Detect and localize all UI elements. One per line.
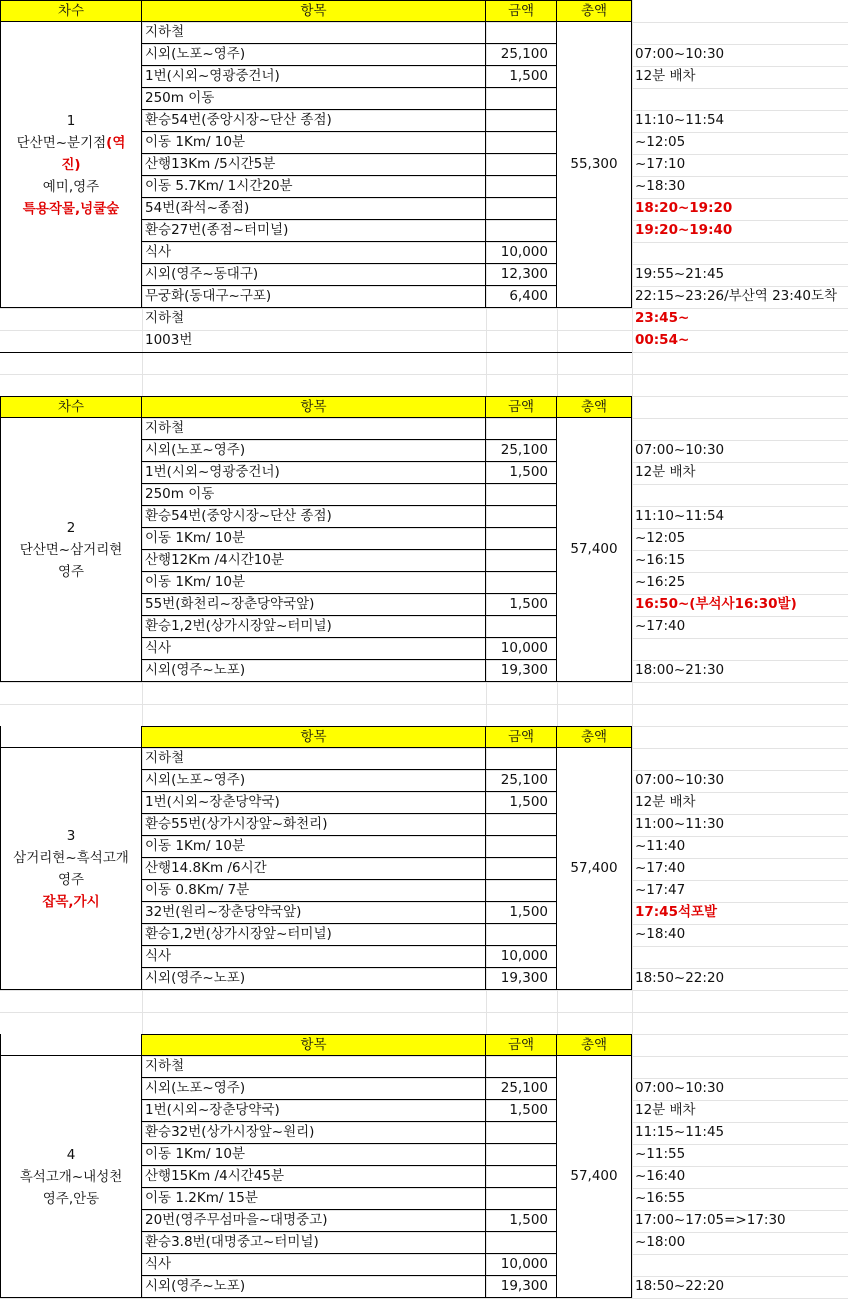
time-cell[interactable]: 12분 배차 bbox=[635, 794, 696, 810]
item-cell[interactable]: 지하철 bbox=[142, 22, 486, 44]
time-cell[interactable]: 12분 배차 bbox=[635, 464, 696, 480]
time-cell[interactable] bbox=[632, 638, 848, 660]
time-cell[interactable]: 12분 배차 bbox=[635, 1102, 696, 1118]
header-total[interactable]: 총액 bbox=[557, 1034, 632, 1056]
time-cell[interactable] bbox=[632, 1056, 848, 1078]
item-cell[interactable]: 54번(좌석~종점) bbox=[142, 198, 486, 220]
block-title-line: 잡목,가시 bbox=[42, 893, 100, 910]
header-total[interactable]: 총액 bbox=[557, 726, 632, 748]
block-title-line: 2 bbox=[66, 519, 76, 536]
amount-cell[interactable] bbox=[486, 924, 557, 946]
amount-cell[interactable] bbox=[486, 506, 557, 528]
amount-cell[interactable] bbox=[486, 1166, 557, 1188]
item-cell[interactable]: 시외(영주~동대구) bbox=[142, 264, 486, 286]
item-cell[interactable]: 지하철 bbox=[142, 1056, 486, 1078]
item-cell[interactable]: 1번(시외~영광중건너) bbox=[142, 66, 486, 88]
time-cell[interactable]: 22:15~23:26/부산역 23:40도착 bbox=[635, 288, 838, 304]
amount-cell[interactable] bbox=[486, 528, 557, 550]
amount-cell[interactable] bbox=[486, 88, 557, 110]
time-cell[interactable]: 18:20~19:20 bbox=[635, 200, 733, 216]
header-amount[interactable]: 금액 bbox=[486, 726, 557, 748]
item-cell[interactable]: 1번(시외~장춘당약국) bbox=[142, 792, 486, 814]
amount-cell[interactable]: 1,500 bbox=[486, 792, 557, 814]
item-cell[interactable]: 32번(원리~장춘당약국앞) bbox=[142, 902, 486, 924]
header-chasu[interactable]: 차수 bbox=[0, 0, 142, 22]
time-cell[interactable]: ~11:40 bbox=[635, 838, 686, 854]
item-cell[interactable]: 환승55번(상가시장앞~화천리) bbox=[142, 814, 486, 836]
header-item[interactable]: 항목 bbox=[142, 0, 486, 22]
time-cell[interactable]: 17:00~17:05=>17:30 bbox=[635, 1212, 786, 1228]
block-title-line: 4 bbox=[66, 1146, 76, 1163]
header-amount[interactable]: 금액 bbox=[486, 0, 557, 22]
time-cell[interactable] bbox=[632, 1254, 848, 1276]
item-cell[interactable]: 이동 1Km/ 10분 bbox=[142, 528, 486, 550]
header-total[interactable]: 총액 bbox=[557, 0, 632, 22]
block-title-line: 삼거리현~흑석고개 bbox=[13, 849, 129, 866]
item-cell[interactable]: 산행15Km /4시간45분 bbox=[142, 1166, 486, 1188]
time-cell[interactable]: ~16:15 bbox=[635, 552, 686, 568]
time-cell[interactable]: 18:50~22:20 bbox=[635, 970, 725, 986]
item-cell[interactable]: 250m 이동 bbox=[142, 88, 486, 110]
grid-row-line bbox=[0, 704, 848, 705]
time-cell[interactable]: 11:00~11:30 bbox=[635, 816, 725, 832]
block-title-line: 예미,영주 bbox=[42, 178, 100, 195]
header-chasu[interactable] bbox=[0, 1034, 142, 1056]
header-chasu[interactable] bbox=[0, 726, 142, 748]
time-cell[interactable]: ~11:55 bbox=[635, 1146, 686, 1162]
header-item[interactable]: 항목 bbox=[142, 1034, 486, 1056]
time-cell[interactable] bbox=[632, 484, 848, 506]
time-cell[interactable]: 17:45석포발 bbox=[635, 904, 718, 920]
time-cell[interactable]: ~18:30 bbox=[635, 178, 686, 194]
total-amount[interactable]: 57,400 bbox=[557, 418, 632, 682]
item-cell[interactable]: 250m 이동 bbox=[142, 484, 486, 506]
time-cell[interactable]: ~18:00 bbox=[635, 1234, 686, 1250]
time-cell[interactable]: 18:00~21:30 bbox=[635, 662, 725, 678]
item-cell[interactable]: 1번(시외~영광중건너) bbox=[142, 462, 486, 484]
amount-cell[interactable] bbox=[486, 132, 557, 154]
item-cell[interactable]: 이동 1.2Km/ 15분 bbox=[142, 1188, 486, 1210]
item-cell[interactable]: 시외(노포~영주) bbox=[142, 770, 486, 792]
amount-cell[interactable]: 1,500 bbox=[486, 66, 557, 88]
divider bbox=[0, 352, 632, 353]
block-title-line: 영주 bbox=[57, 871, 85, 888]
amount-cell[interactable]: 10,000 bbox=[486, 638, 557, 660]
time-cell[interactable]: 19:20~19:40 bbox=[635, 222, 733, 238]
header-total[interactable]: 총액 bbox=[557, 396, 632, 418]
item-cell[interactable]: 시외(영주~노포) bbox=[142, 1276, 486, 1298]
grid-row-line bbox=[0, 374, 848, 375]
grid-row-line bbox=[0, 682, 848, 683]
header-amount[interactable]: 금액 bbox=[486, 396, 557, 418]
item-cell[interactable]: 환승54번(중앙시장~단산 종점) bbox=[142, 506, 486, 528]
item-cell[interactable]: 환승3.8번(대명중고~터미널) bbox=[142, 1232, 486, 1254]
header-item[interactable]: 항목 bbox=[142, 726, 486, 748]
amount-cell[interactable]: 10,000 bbox=[486, 242, 557, 264]
time-cell[interactable]: ~16:55 bbox=[635, 1190, 686, 1206]
time-cell[interactable]: 16:50~(부석사16:30발) bbox=[635, 596, 797, 612]
time-cell[interactable] bbox=[632, 748, 848, 770]
amount-cell[interactable]: 1,500 bbox=[486, 462, 557, 484]
item-cell[interactable]: 식사 bbox=[142, 242, 486, 264]
header-amount[interactable]: 금액 bbox=[486, 1034, 557, 1056]
amount-cell[interactable]: 10,000 bbox=[486, 1254, 557, 1276]
amount-cell[interactable]: 12,300 bbox=[486, 264, 557, 286]
time-cell[interactable]: ~12:05 bbox=[635, 530, 686, 546]
time-cell[interactable]: ~17:40 bbox=[635, 618, 686, 634]
item-cell[interactable]: 시외(영주~노포) bbox=[142, 660, 486, 682]
time-cell[interactable] bbox=[632, 22, 848, 44]
amount-cell[interactable]: 19,300 bbox=[486, 660, 557, 682]
block-title-line: 영주 bbox=[57, 563, 85, 580]
block-title-line: 단산면~삼거리현 bbox=[19, 541, 123, 558]
total-amount[interactable]: 57,400 bbox=[557, 1056, 632, 1298]
time-cell[interactable]: 19:55~21:45 bbox=[635, 266, 725, 282]
time-cell[interactable]: 23:45~ bbox=[635, 310, 690, 326]
time-cell[interactable]: 11:10~11:54 bbox=[635, 508, 725, 524]
item-cell[interactable]: 산행14.8Km /6시간 bbox=[142, 858, 486, 880]
amount-cell[interactable] bbox=[486, 198, 557, 220]
item-cell[interactable]: 식사 bbox=[142, 638, 486, 660]
block-title-highlight: (역진) bbox=[61, 134, 126, 173]
item-cell[interactable]: 지하철 bbox=[145, 310, 185, 326]
amount-cell[interactable]: 25,100 bbox=[486, 440, 557, 462]
amount-cell[interactable] bbox=[486, 1056, 557, 1078]
amount-cell[interactable]: 10,000 bbox=[486, 946, 557, 968]
item-cell[interactable]: 이동 1Km/ 10분 bbox=[142, 836, 486, 858]
item-cell[interactable]: 이동 1Km/ 10분 bbox=[142, 572, 486, 594]
amount-cell[interactable] bbox=[486, 1188, 557, 1210]
item-cell[interactable]: 지하철 bbox=[142, 748, 486, 770]
block-title-line: 영주,안동 bbox=[42, 1190, 100, 1207]
amount-cell[interactable] bbox=[486, 220, 557, 242]
block-title-line bbox=[9, 132, 134, 176]
amount-cell[interactable] bbox=[486, 176, 557, 198]
time-cell[interactable]: 12분 배차 bbox=[635, 68, 696, 84]
item-cell[interactable]: 시외(노포~영주) bbox=[142, 440, 486, 462]
item-cell[interactable]: 환승1,2번(상가시장앞~터미널) bbox=[142, 924, 486, 946]
item-cell[interactable]: 이동 1Km/ 10분 bbox=[142, 132, 486, 154]
amount-cell[interactable] bbox=[486, 1144, 557, 1166]
amount-cell[interactable]: 1,500 bbox=[486, 594, 557, 616]
amount-cell[interactable]: 19,300 bbox=[486, 1276, 557, 1298]
amount-cell[interactable] bbox=[486, 484, 557, 506]
amount-cell[interactable] bbox=[486, 1232, 557, 1254]
amount-cell[interactable]: 1,500 bbox=[486, 902, 557, 924]
total-amount[interactable]: 55,300 bbox=[557, 22, 632, 308]
item-cell[interactable]: 식사 bbox=[142, 946, 486, 968]
grid-row-line bbox=[0, 1012, 848, 1013]
amount-cell[interactable]: 19,300 bbox=[486, 968, 557, 990]
block-title-line: 3 bbox=[66, 827, 76, 844]
block-title-line: 흑석고개~내성천 bbox=[19, 1168, 123, 1185]
amount-cell[interactable] bbox=[486, 550, 557, 572]
item-cell[interactable]: 시외(노포~영주) bbox=[142, 44, 486, 66]
amount-cell[interactable] bbox=[486, 110, 557, 132]
block-title-cell[interactable] bbox=[0, 1056, 142, 1298]
block-title-cell[interactable] bbox=[0, 418, 142, 682]
item-cell[interactable]: 환승1,2번(상가시장앞~터미널) bbox=[142, 616, 486, 638]
item-cell[interactable]: 시외(노포~영주) bbox=[142, 1078, 486, 1100]
header-chasu[interactable]: 차수 bbox=[0, 396, 142, 418]
item-cell[interactable]: 이동 0.8Km/ 7분 bbox=[142, 880, 486, 902]
item-cell[interactable]: 55번(화천리~장춘당약국앞) bbox=[142, 594, 486, 616]
item-cell[interactable]: 이동 1Km/ 10분 bbox=[142, 1144, 486, 1166]
block-title-line: 특용작물,넝쿨숲 bbox=[22, 200, 120, 217]
amount-cell[interactable] bbox=[486, 616, 557, 638]
time-cell[interactable]: 18:50~22:20 bbox=[635, 1278, 725, 1294]
time-cell[interactable]: ~18:40 bbox=[635, 926, 686, 942]
item-cell[interactable]: 환승32번(상가시장앞~원리) bbox=[142, 1122, 486, 1144]
total-amount[interactable]: 57,400 bbox=[557, 748, 632, 990]
item-cell[interactable]: 환승27번(종점~터미널) bbox=[142, 220, 486, 242]
amount-cell[interactable] bbox=[486, 22, 557, 44]
amount-cell[interactable]: 1,500 bbox=[486, 1210, 557, 1232]
block-title-cell[interactable] bbox=[0, 22, 142, 308]
block-title-line: 1 bbox=[66, 112, 76, 129]
time-cell[interactable]: 07:00~10:30 bbox=[635, 442, 725, 458]
item-cell[interactable]: 1003번 bbox=[145, 332, 193, 348]
amount-cell[interactable]: 25,100 bbox=[486, 44, 557, 66]
time-cell[interactable]: 07:00~10:30 bbox=[635, 772, 725, 788]
time-cell[interactable] bbox=[632, 88, 848, 110]
amount-cell[interactable] bbox=[486, 880, 557, 902]
item-cell[interactable]: 산행12Km /4시간10분 bbox=[142, 550, 486, 572]
time-cell[interactable]: ~17:47 bbox=[635, 882, 686, 898]
time-cell[interactable]: 07:00~10:30 bbox=[635, 1080, 725, 1096]
time-cell[interactable]: ~16:40 bbox=[635, 1168, 686, 1184]
grid-row-line bbox=[0, 990, 848, 991]
item-cell[interactable]: 환승54번(중앙시장~단산 종점) bbox=[142, 110, 486, 132]
time-cell[interactable]: 07:00~10:30 bbox=[635, 46, 725, 62]
block-title-text: 단산면~분기점 bbox=[16, 134, 107, 151]
item-cell[interactable]: 20번(영주무섬마을~대명중고) bbox=[142, 1210, 486, 1232]
amount-cell[interactable] bbox=[486, 572, 557, 594]
amount-cell[interactable]: 6,400 bbox=[486, 286, 557, 308]
block-title-cell[interactable] bbox=[0, 748, 142, 990]
amount-cell[interactable] bbox=[486, 836, 557, 858]
item-cell[interactable]: 1번(시외~장춘당약국) bbox=[142, 1100, 486, 1122]
amount-cell[interactable] bbox=[486, 154, 557, 176]
item-cell[interactable]: 무궁화(동대구~구포) bbox=[142, 286, 486, 308]
time-cell[interactable] bbox=[632, 242, 848, 264]
amount-cell[interactable]: 25,100 bbox=[486, 770, 557, 792]
time-cell[interactable] bbox=[632, 946, 848, 968]
time-cell[interactable]: ~12:05 bbox=[635, 134, 686, 150]
time-cell[interactable]: ~17:10 bbox=[635, 156, 686, 172]
header-item[interactable]: 항목 bbox=[142, 396, 486, 418]
amount-cell[interactable] bbox=[486, 1122, 557, 1144]
item-cell[interactable]: 지하철 bbox=[142, 418, 486, 440]
amount-cell[interactable] bbox=[486, 748, 557, 770]
item-cell[interactable]: 산행13Km /5시간5분 bbox=[142, 154, 486, 176]
amount-cell[interactable]: 25,100 bbox=[486, 1078, 557, 1100]
amount-cell[interactable] bbox=[486, 858, 557, 880]
item-cell[interactable]: 이동 5.7Km/ 1시간20분 bbox=[142, 176, 486, 198]
amount-cell[interactable] bbox=[486, 814, 557, 836]
time-cell[interactable]: ~16:25 bbox=[635, 574, 686, 590]
item-cell[interactable]: 식사 bbox=[142, 1254, 486, 1276]
amount-cell[interactable]: 1,500 bbox=[486, 1100, 557, 1122]
time-cell[interactable]: 00:54~ bbox=[635, 332, 690, 348]
time-cell[interactable]: ~17:40 bbox=[635, 860, 686, 876]
amount-cell[interactable] bbox=[486, 418, 557, 440]
item-cell[interactable]: 시외(영주~노포) bbox=[142, 968, 486, 990]
time-cell[interactable]: 11:15~11:45 bbox=[635, 1124, 725, 1140]
time-cell[interactable]: 11:10~11:54 bbox=[635, 112, 725, 128]
time-cell[interactable] bbox=[632, 418, 848, 440]
